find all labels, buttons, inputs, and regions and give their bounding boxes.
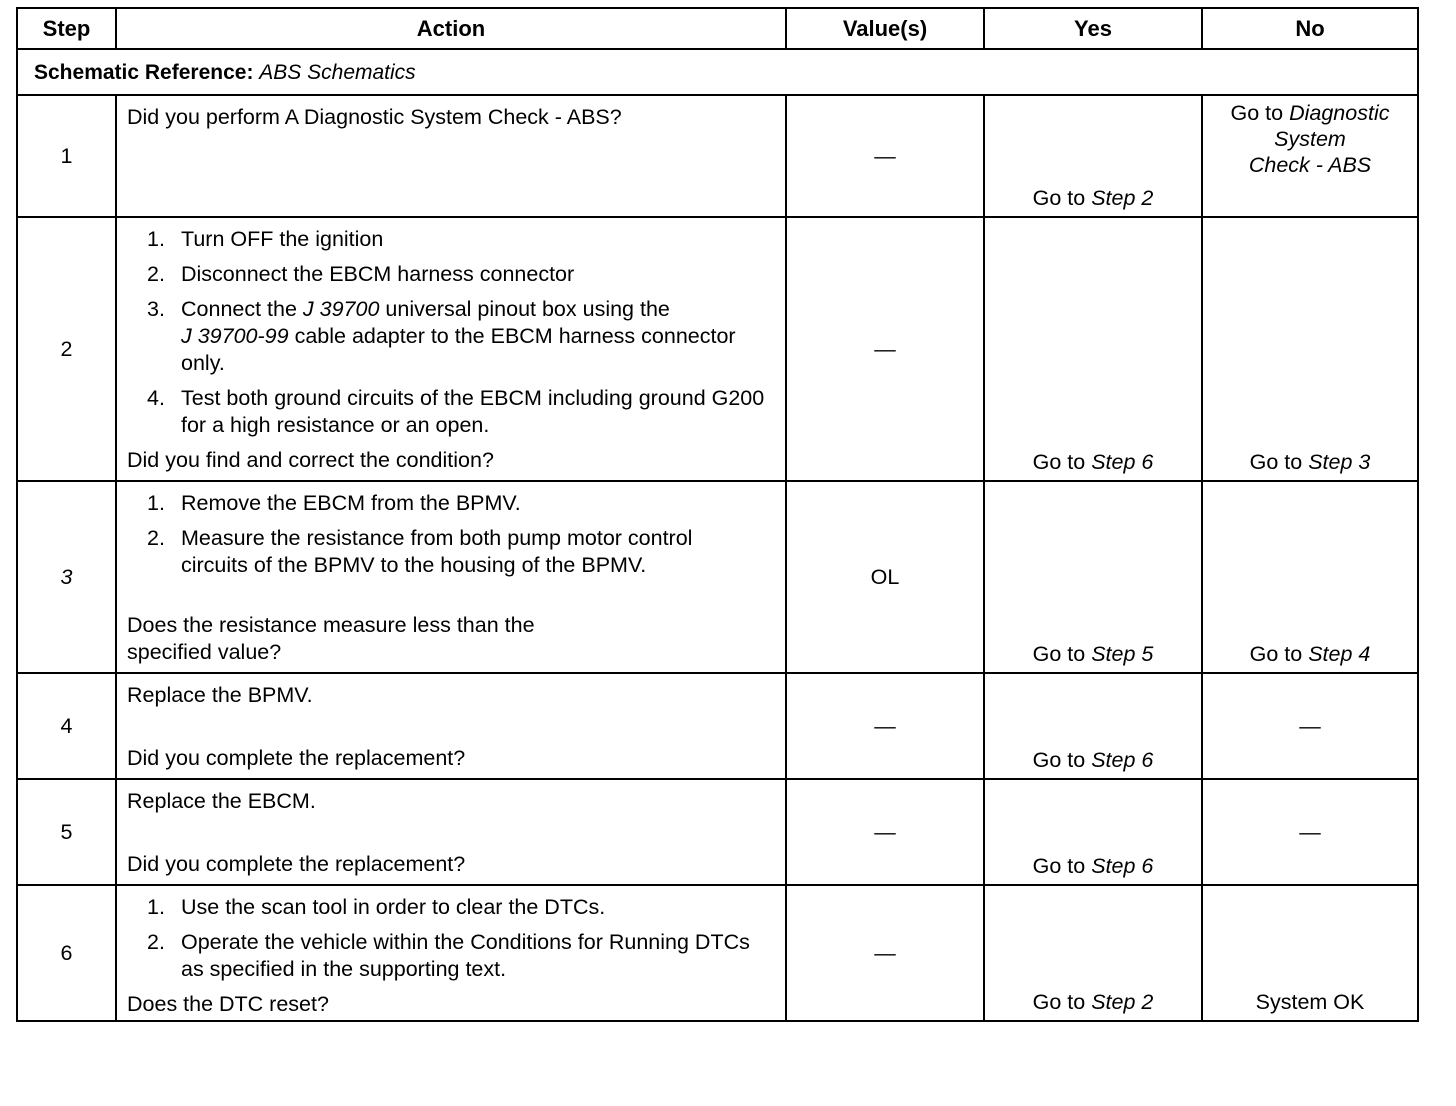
action-question: Does the DTC reset? [127,992,329,1016]
yes-prefix: Go to [1032,186,1086,210]
yes-cell [984,95,1202,217]
header-values: Value(s) [786,8,984,49]
yes-link[interactable]: Step 6 [1091,854,1154,878]
no-cell: Go to Step 4 [1202,481,1418,673]
schematic-label: Schematic Reference: [34,60,254,84]
action-question: Did you find and correct the condition? [127,448,494,472]
table-row [17,95,1418,217]
step-number: 1 [17,95,116,217]
tool-ref: J 39700-99 [181,324,289,348]
list-item: 3. Connect the J 39700 universal pinout box using the J 39700-99 cable adapter to the EBCM harness connector only. [147,297,736,375]
schematic-reference [17,49,1418,95]
value-cell: — [786,885,984,1021]
yes-cell: Go to Step 6 [984,779,1202,885]
action-cell [116,95,786,217]
action-cell [116,885,786,1021]
action-cell [116,481,786,673]
yes-link[interactable]: Step 6 [1091,450,1154,474]
schematic-link[interactable]: ABS Schematics [259,60,416,84]
action-question: Did you perform A Diagnostic System Check - ABS? [127,105,622,129]
no-cell: — [1202,673,1418,779]
no-cell [1202,885,1418,1021]
action-question: Did you complete the replacement? [127,852,466,876]
step-number: 5 [17,779,116,885]
yes-cell: Go to Step 5 [984,481,1202,673]
schematic-row [17,49,1418,95]
header-row [17,8,1418,49]
value-cell: — [786,95,984,217]
yes-link[interactable]: Step 5 [1091,642,1154,666]
table-row [17,673,1418,779]
action-text: Replace the BPMV. [127,683,313,707]
list-item: 1. Remove the EBCM from the BPMV. [147,491,521,515]
no-link[interactable]: Step 3 [1308,450,1371,474]
action-text: Replace the EBCM. [127,789,316,813]
step-number: 4 [17,673,116,779]
tool-ref: J 39700 [302,297,380,321]
list-item: 1. Turn OFF the ignition [147,227,384,251]
table-row [17,481,1418,673]
action-question: Did you complete the replacement? [127,746,466,770]
value-cell: OL [786,481,984,673]
action-cell [116,217,786,481]
action-question: Does the resistance measure less than the specified value? [127,613,535,664]
table-row [17,217,1418,481]
no-link[interactable]: System [1274,127,1346,151]
action-steps [127,894,775,991]
list-item: 2. Disconnect the EBCM harness connector [147,262,575,286]
action-cell [116,779,786,885]
list-item: 1. Use the scan tool in order to clear the DTCs. [147,895,606,919]
yes-link[interactable]: Step 2 [1091,186,1154,210]
no-cell: Go to Step 3 [1202,217,1418,481]
header-yes: Yes [984,8,1202,49]
table-row [17,885,1418,1021]
list-item: 4. Test both ground circuits of the EBCM including ground G200 for a high resistance or an open. [147,386,765,437]
no-cell [1202,95,1418,217]
step-number: 3 [17,481,116,673]
yes-link[interactable]: Step 6 [1091,748,1154,772]
no-link[interactable]: Step 4 [1308,642,1371,666]
action-steps [127,490,775,587]
no-result: System OK [1255,990,1365,1014]
header-action: Action [116,8,786,49]
yes-link[interactable]: Step 2 [1091,990,1154,1014]
value-cell: — [786,779,984,885]
action-steps [127,226,775,447]
header-step: Step [17,8,116,49]
list-item: 2. Operate the vehicle within the Conditions for Running DTCs as specified in the supporting text. [147,930,750,981]
yes-cell: Go to Step 6 [984,673,1202,779]
list-item: 2. Measure the resistance from both pump motor control circuits of the BPMV to the housing of the BPMV. [147,526,693,577]
no-link[interactable]: Diagnostic [1289,101,1390,125]
no-prefix: Go to [1230,101,1284,125]
action-cell [116,673,786,779]
header-no: No [1202,8,1418,49]
step-number: 6 [17,885,116,1021]
value-cell: — [786,673,984,779]
yes-cell: Go to Step 2 [984,885,1202,1021]
value-cell: — [786,217,984,481]
yes-cell: Go to Step 6 [984,217,1202,481]
table-row [17,779,1418,885]
diagnostic-table [16,7,1419,1022]
step-number: 2 [17,217,116,481]
no-cell: — [1202,779,1418,885]
no-link[interactable]: Check - ABS [1248,153,1372,177]
